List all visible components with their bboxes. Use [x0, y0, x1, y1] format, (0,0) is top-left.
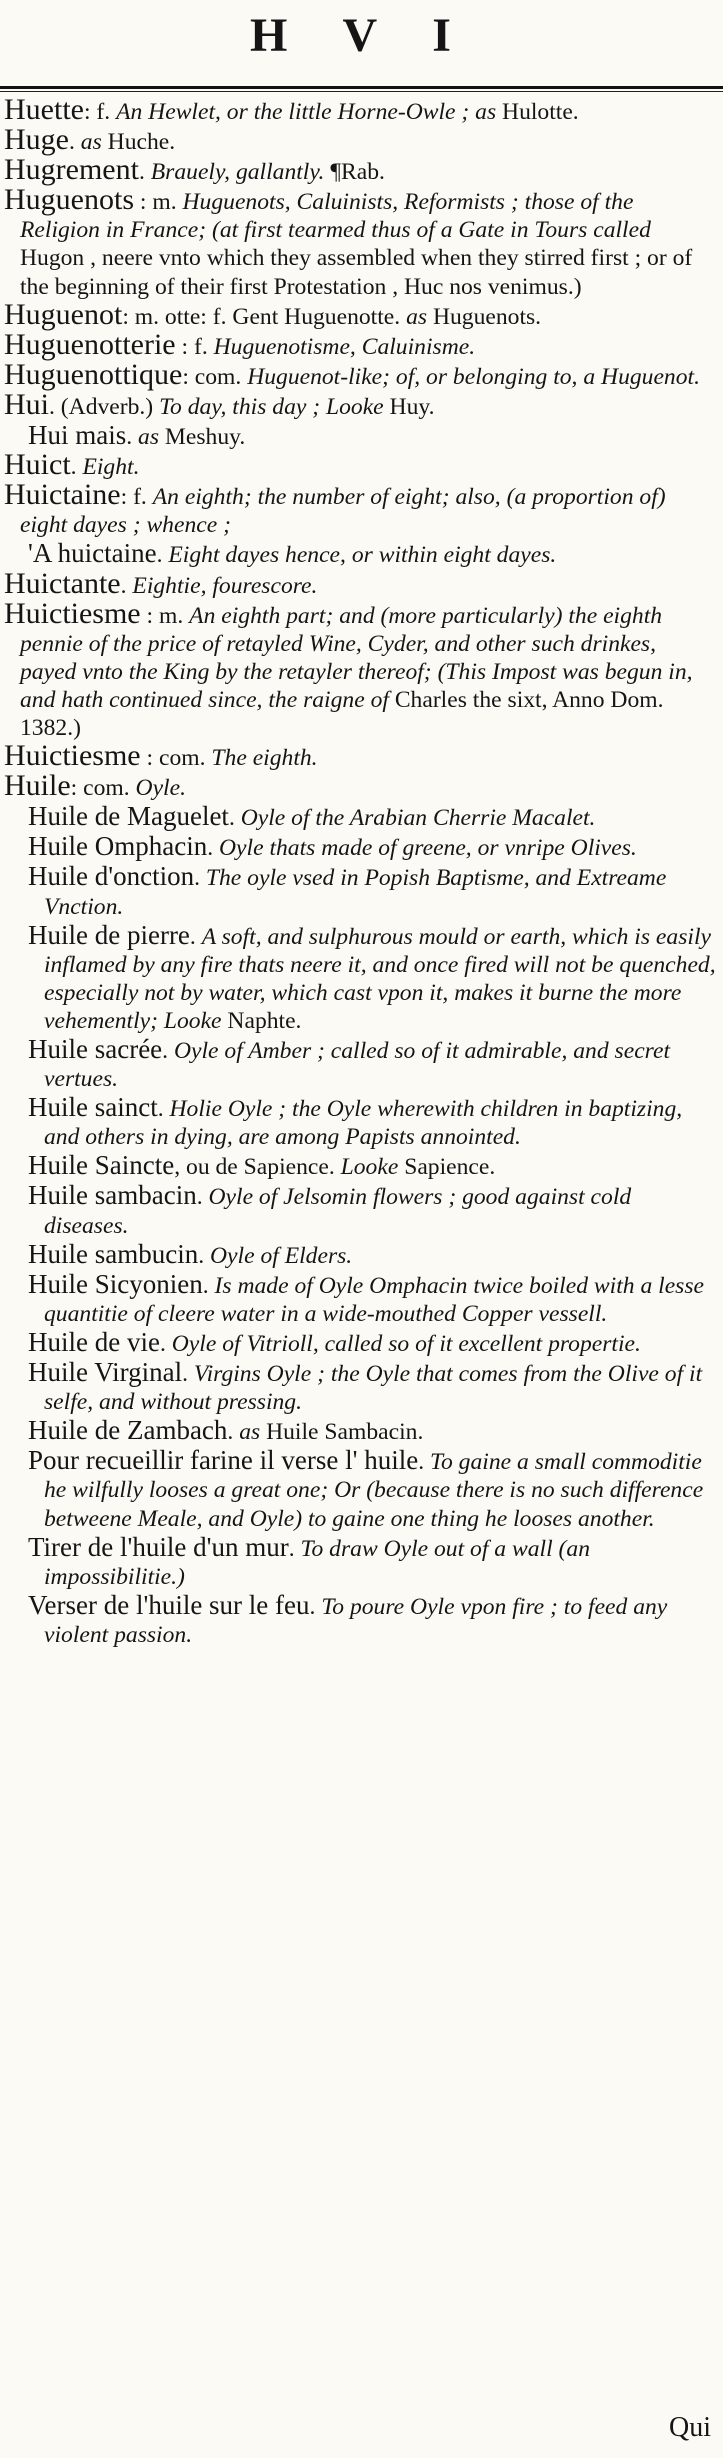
dictionary-entry	[4, 387, 716, 421]
entry-grammar: .	[189, 923, 202, 950]
entry-gloss: Oyle thats made of greene, or vnripe Olives.	[219, 835, 637, 862]
entry-headword: Huile d'onction	[28, 861, 195, 892]
entry-gloss: Huguenotisme, Caluinisme.	[213, 333, 476, 360]
entry-headword: Huge	[4, 123, 69, 157]
entry-gloss: Oyle of Vitrioll, called so of it excellent propertie.	[171, 1330, 641, 1357]
entry-headword: Huictaine	[4, 478, 121, 512]
entry-headword: Huile de pierre	[28, 919, 190, 950]
entry-grammar: .	[182, 1361, 194, 1388]
entry-grammar: .	[196, 1184, 209, 1211]
entry-tail: Huche.	[101, 129, 176, 156]
entry-gloss: Huguenot-like; of, or belonging to, a Huguenot.	[247, 363, 700, 390]
dictionary-entry	[4, 596, 716, 742]
entry-headword: Huictiesme	[4, 596, 141, 630]
dictionary-entry	[4, 539, 716, 569]
entry-gloss: Eightie, fourescore.	[132, 572, 318, 599]
dictionary-entry	[4, 153, 716, 187]
entry-tail: Charles the sixt, Anno Dom. 1382.)	[20, 686, 664, 741]
entry-grammar: : m.	[134, 189, 183, 216]
entry-grammar: .	[227, 1419, 240, 1446]
entry-headword: Huguenotterie	[4, 327, 176, 361]
dictionary-entry	[4, 327, 716, 361]
dictionary-entry	[4, 862, 716, 920]
entry-grammar: : f.	[120, 484, 153, 511]
entry-tail: Meshuy.	[159, 424, 246, 451]
entry-grammar: . (Adverb.)	[49, 393, 160, 420]
dictionary-entry	[4, 421, 716, 451]
entry-gloss: Oyle of Amber ; called so of it admirable, and secret vertues.	[44, 1038, 671, 1093]
entry-headword: Huile Sicyonien	[28, 1268, 203, 1299]
entry-gloss: To draw Oyle out of a wall (an impossibilitie.)	[44, 1535, 590, 1590]
entry-grammar: : com.	[70, 775, 136, 802]
entry-headword: Verser de l'huile sur le feu	[28, 1589, 310, 1620]
entry-tail: Huy.	[383, 393, 435, 420]
entry-headword: Tirer de l'huile d'un mur	[28, 1531, 289, 1562]
dictionary-entry	[4, 1328, 716, 1358]
entry-tail: Naphte.	[221, 1007, 302, 1034]
entry-grammar: .	[120, 572, 133, 599]
entry-grammar: .	[228, 805, 241, 832]
entry-tail: Huile Sambacin.	[260, 1419, 424, 1446]
entry-grammar: : m.	[140, 602, 190, 629]
entry-gloss: as	[406, 303, 428, 330]
dictionary-entry	[4, 802, 716, 832]
entry-headword: Huguenots	[4, 183, 134, 217]
entry-grammar: .	[68, 129, 81, 156]
entry-gloss: Oyle of Elders.	[210, 1242, 353, 1269]
entry-tail: Hulotte.	[496, 99, 579, 125]
entry-headword: Huile Virginal	[28, 1357, 183, 1388]
dictionary-entry	[4, 357, 716, 391]
dictionary-entry	[4, 769, 716, 803]
entry-grammar: .	[207, 835, 220, 862]
entry-headword: Pour recueillir farine il verse l' huile	[28, 1445, 419, 1476]
entry-tail: Hugon , neere vnto which they assembled when they stirred first ; or of the beginning of their first Protestation , Huc nos venimus.)	[20, 245, 693, 300]
entry-tail: Huguenots.	[427, 303, 542, 330]
dictionary-entry	[4, 1533, 716, 1591]
entry-headword: Huile sambacin	[28, 1180, 197, 1211]
dictionary-entry	[4, 1035, 716, 1093]
entry-gloss: Eight dayes hence, or within eight dayes.	[168, 542, 557, 569]
entry-headword: Hui mais	[28, 420, 127, 451]
entry-gloss: Virgins Oyle ; the Oyle that comes from the Olive of it selfe, and without pressing.	[44, 1361, 703, 1416]
entry-tail: Sapience.	[398, 1154, 496, 1181]
entry-gloss: Holie Oyle ; the Oyle wherewith children in baptizing, and others in dying, are among Papists annointed.	[44, 1096, 683, 1151]
entry-gloss: To day, this day ; Looke	[159, 393, 384, 420]
header-rule	[0, 86, 723, 89]
entry-headword: Huguenottique	[4, 357, 183, 391]
header-rule-thin	[0, 91, 723, 92]
dictionary-entry	[4, 921, 716, 1035]
entry-grammar: .	[159, 1330, 172, 1357]
entry-grammar: .	[156, 542, 169, 569]
dictionary-entry	[4, 1358, 716, 1416]
entry-grammar: .	[202, 1272, 215, 1299]
entry-gloss: The eighth.	[211, 745, 318, 772]
page-header: H V I	[250, 9, 473, 62]
entry-grammar: .	[309, 1593, 322, 1620]
entry-grammar: : f.	[83, 99, 117, 125]
entry-gloss: An eighth part; and (more particularly) the eighth pennie of the price of retayled Wine, Cyder, and other such drinkes, payed vnto the King by the retayler thereof; (This Impost was begun in, and hath continued since, the raigne of	[20, 602, 693, 713]
entry-headword: Huile sacrée	[28, 1034, 163, 1064]
dictionary-entry	[4, 1270, 716, 1328]
entry-grammar: .	[70, 454, 83, 481]
entry-grammar: .	[138, 159, 151, 186]
entry-headword: Huile sainct	[28, 1092, 158, 1123]
entry-grammar: : com.	[182, 363, 248, 390]
entry-headword: Huile de Maguelet	[28, 801, 229, 832]
entry-grammar: .	[288, 1535, 301, 1562]
dictionary-entry	[4, 478, 716, 539]
dictionary-entry	[4, 93, 716, 126]
entry-headword: Huictiesme	[4, 739, 141, 773]
dictionary-entry	[4, 1093, 716, 1151]
entry-grammar: .	[157, 1096, 170, 1123]
entry-grammar: , ou de Sapience.	[174, 1154, 341, 1181]
entry-gloss: Looke	[340, 1154, 399, 1181]
entry-grammar: .	[418, 1449, 431, 1476]
entry-headword: Huile sambucin	[28, 1238, 199, 1269]
entry-gloss: Is made of Oyle Omphacin twice boiled with a lesse quantitie of cleere water in a wide-mouthed Copper vessell.	[44, 1272, 705, 1327]
entry-gloss: Brauely, gallantly.	[150, 159, 325, 186]
entry-headword: Hui	[4, 387, 49, 421]
dictionary-entry	[4, 566, 716, 600]
entry-grammar: .	[162, 1038, 174, 1064]
entry-gloss: Oyle.	[135, 775, 186, 802]
entry-grammar: : f.	[175, 333, 214, 360]
entry-gloss: The oyle vsed in Popish Baptisme, and Extreame Vnction.	[44, 865, 667, 920]
entry-grammar: : com.	[140, 745, 212, 772]
dictionary-entry	[4, 1151, 716, 1181]
entry-gloss: A soft, and sulphurous mould or earth, which is easily inflamed by any fire thats neere it, and once fired will not be quenched, especially not by water, which cast vpon it, makes it burne the more vehemently; Looke	[44, 923, 716, 1034]
entry-gloss: as	[239, 1419, 261, 1446]
dictionary-entry	[4, 1240, 716, 1270]
dictionary-entry	[4, 739, 716, 773]
dictionary-entry	[4, 1181, 716, 1239]
dictionary-entry	[4, 297, 716, 331]
entry-headword: Huict	[4, 448, 71, 482]
entry-headword: Huictante	[4, 566, 121, 600]
entry-headword: Huile de vie	[28, 1326, 160, 1357]
entry-grammar: .	[198, 1242, 211, 1269]
entry-headword: Huile Saincte	[28, 1150, 175, 1181]
entry-gloss: Eight.	[82, 454, 140, 481]
entry-gloss: To poure Oyle vpon fire ; to feed any violent passion.	[44, 1593, 668, 1648]
entry-headword: Huguenot	[4, 297, 123, 331]
dictionary-entry	[4, 183, 716, 300]
entry-headword: Huile	[4, 769, 71, 803]
entry-gloss: as	[138, 424, 160, 451]
entry-headword: Huile de Zambach	[28, 1415, 228, 1446]
entry-grammar: : m. otte: f. Gent Huguenotte.	[122, 303, 407, 330]
entry-gloss: Oyle of the Arabian Cherrie Macalet.	[240, 805, 596, 832]
entry-gloss: Oyle of Jelsomin flowers ; good against cold diseases.	[44, 1184, 632, 1239]
entry-headword: 'A huictaine	[28, 538, 157, 569]
entry-gloss: An Hewlet, or the little Horne-Owle ; as	[116, 99, 497, 125]
entry-headword: Huile Omphacin	[28, 831, 208, 862]
entry-grammar: .	[194, 865, 206, 892]
entry-gloss: as	[80, 129, 102, 156]
dictionary-entry	[4, 1416, 716, 1446]
entry-grammar: .	[126, 424, 139, 451]
dictionary-entry	[4, 123, 716, 157]
entry-gloss: Huguenots, Caluinists, Reformists ; those of the Religion in France; (at first tearmed thus of a Gate in Tours called	[20, 189, 651, 244]
dictionary-entry	[4, 1446, 716, 1532]
entry-tail: ¶Rab.	[324, 159, 385, 186]
dictionary-entry	[4, 1591, 716, 1649]
entry-gloss: An eighth; the number of eight; also, (a proportion of) eight dayes ; whence ;	[20, 484, 666, 539]
entry-list	[4, 93, 716, 1649]
catchword: Qui	[669, 2412, 711, 2443]
entry-headword: Hugrement	[4, 153, 139, 187]
entry-headword: Huette	[4, 93, 84, 126]
dictionary-entry	[4, 448, 716, 482]
dictionary-entry	[4, 832, 716, 862]
entry-gloss: To gaine a small commoditie he wilfully looses a great one; Or (because there is no such difference betweene Meale, and Oyle) to gaine one thing he looses another.	[44, 1449, 704, 1532]
